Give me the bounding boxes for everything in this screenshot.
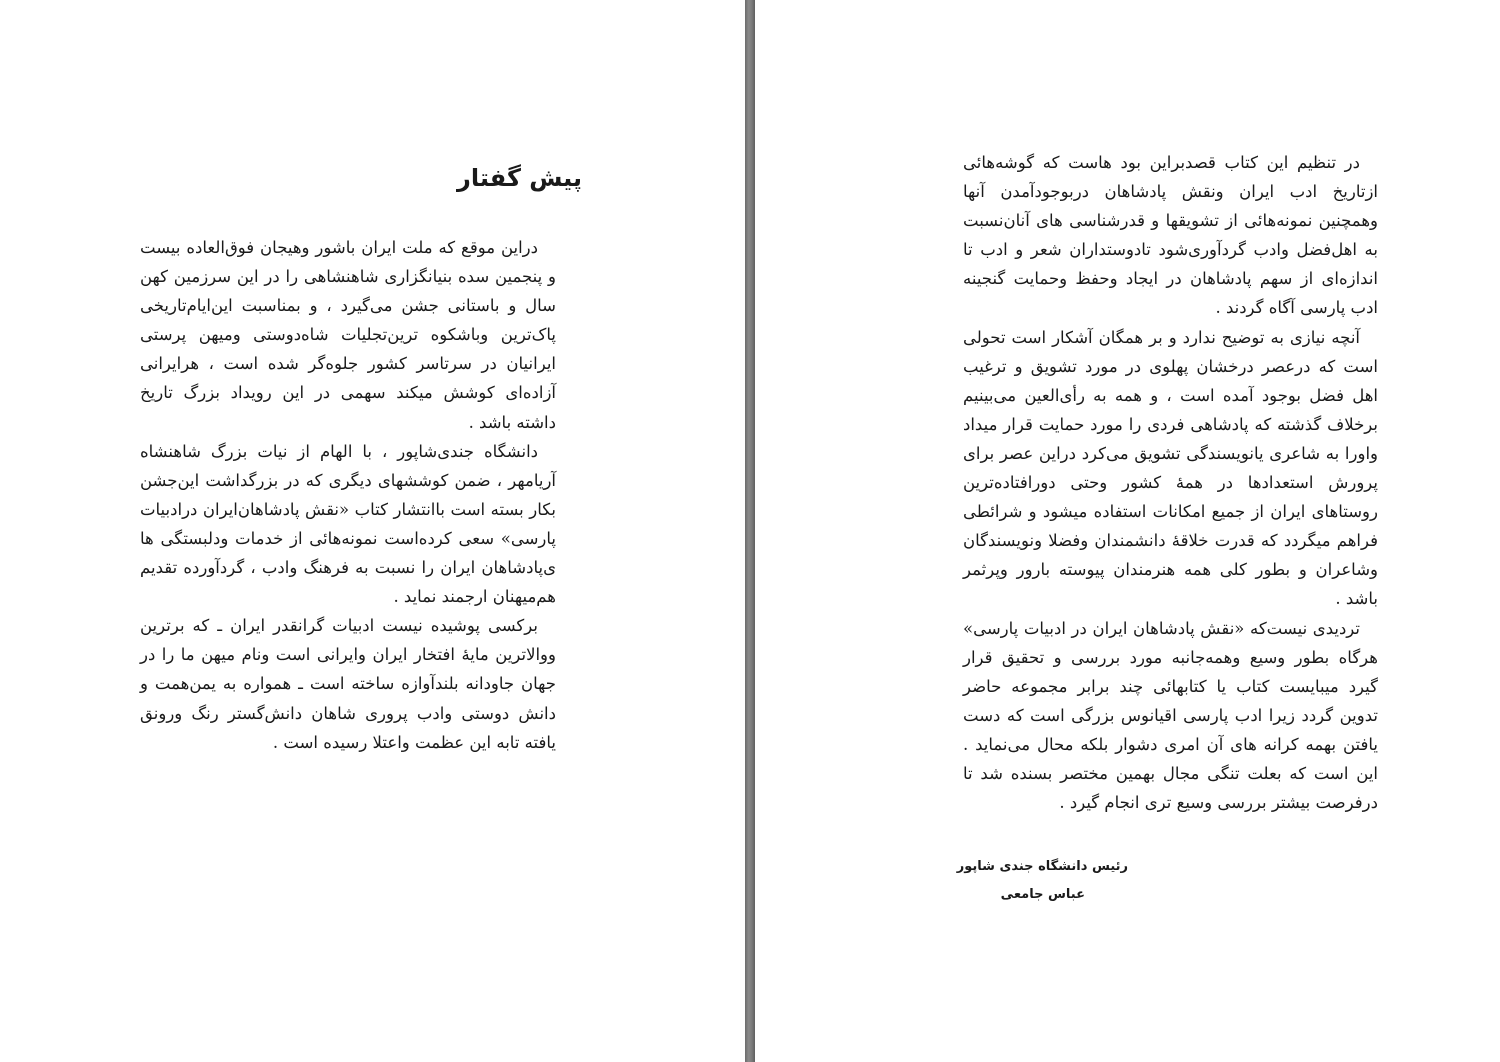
paragraph: دانشگاه جندی‌شاپور ، با الهام از نیات بزرگ شاهنشاه آریامهر ، ضمن کوششهای دیگری که در بزرگداشت این‌جشن بکار بسته است باانتشار کتاب «نقش پادشاهان‌ایران درادبیات پارسی» سعی کرده‌است نمونه‌هائی از خدمات ودلبستگی ها ی‌پادشاهان ایران را نسبت به فرهنگ وادب ، گردآورده تقدیم هم‌میهنان ارجمند نماید . — [140, 441, 556, 607]
left-page — [0, 0, 745, 1062]
paragraph: دراین موقع که ملت ایران باشور وهیجان فوق‌العاده بیست و پنجمین سده بنیانگزاری شاهنشاهی را در این سرزمین کهن سال و باستانی جشن می‌گیرد ، و بمناسبت این‌ایام‌تاریخی پاک‌ترین وباشکوه ترین‌تجلیات شاه‌دوستی ومیهن پرستی ایرانیان در سرتاسر کشور جلوه‌گر شده است ، هرایرانی آزاده‌ای کوشش میکند سهمی در این رویداد بزرگ تاریخ داشته باشد . — [140, 238, 556, 432]
paragraph: برکسی پوشیده نیست ادبیات گرانقدر ایران ـ که برترین ووالاترین مایهٔ افتخار ایران وایرانی است ونام میهن ما را در جهان جاودانه بلندآوازه ساخته است ـ همواره به یمن‌همت و دانش دوستی وادب پروری شاهان دانش‌گستر رنگ ورونق یافته تابه این عظمت واعتلا رسیده است . — [140, 616, 556, 752]
signature-name: عباس جامعی — [1000, 887, 1085, 902]
left-text-column — [140, 233, 556, 757]
right-text-column — [963, 148, 1378, 817]
book-spine — [745, 0, 755, 1062]
paragraph: آنچه نیازی به توضیح ندارد و بر همگان آشکار است تحولی است که درعصر درخشان پهلوی در مورد تشویق و ترغیب اهل فضل بوجود آمده است ، و همه به رأی‌العین می‌بینیم برخلاف گذشته که پادشاهی فردی را مورد حمایت قرار میداد واورا به شاعری یانویسندگی تشویق می‌کرد دراین عصر برای پرورش استعدادها در همهٔ کشور وحتی دورافتاده‌ترین روستاهای ایران از جمیع امکانات استفاده میشود و شرائطی فراهم میگردد که قدرت خلاقهٔ دانشمندان وفضلا ونویسندگان وشاعران و بطور کلی همه هنرمندان پیوسته بارور وپرثمر باشد . — [963, 327, 1378, 609]
paragraph: در تنظیم این کتاب قصدبراین بود هاست که گوشه‌هائی ازتاریخ ادب ایران ونقش پادشاهان دربوجودآمدن آنها وهمچنین نمونه‌هائی از تشویقها و قدرشناسی های آنان‌نسبت به اهل‌فضل وادب گردآوری‌شود تادوستداران شعر و ادب تا اندازه‌ای از سهم پادشاهان در ایجاد وحفظ وحمایت گنجینه ادب پارسی آگاه گردند . — [963, 153, 1378, 318]
paragraph: تردیدی نیست‌که «نقش پادشاهان ایران در ادبیات پارسی» هرگاه بطور وسیع وهمه‌جانبه مورد بررسی و تحقیق قرار گیرد میبایست کتاب یا کتابهائی چند برابر مجموعه حاضر تدوین گردد زیرا ادب پارسی اقیانوس بزرگی است که دست یافتن بهمه کرانه های آن امری دشوار بلکه محال می‌نماید . این است که بعلت تنگی مجال بهمین مختصر بسنده شد تا درفرصت بیشتر بررسی وسیع تری انجام گیرد . — [963, 618, 1378, 813]
signature-role: رئیس دانشگاه جندی شاپور — [956, 859, 1128, 874]
page-title: پیش گفتار — [457, 164, 582, 192]
